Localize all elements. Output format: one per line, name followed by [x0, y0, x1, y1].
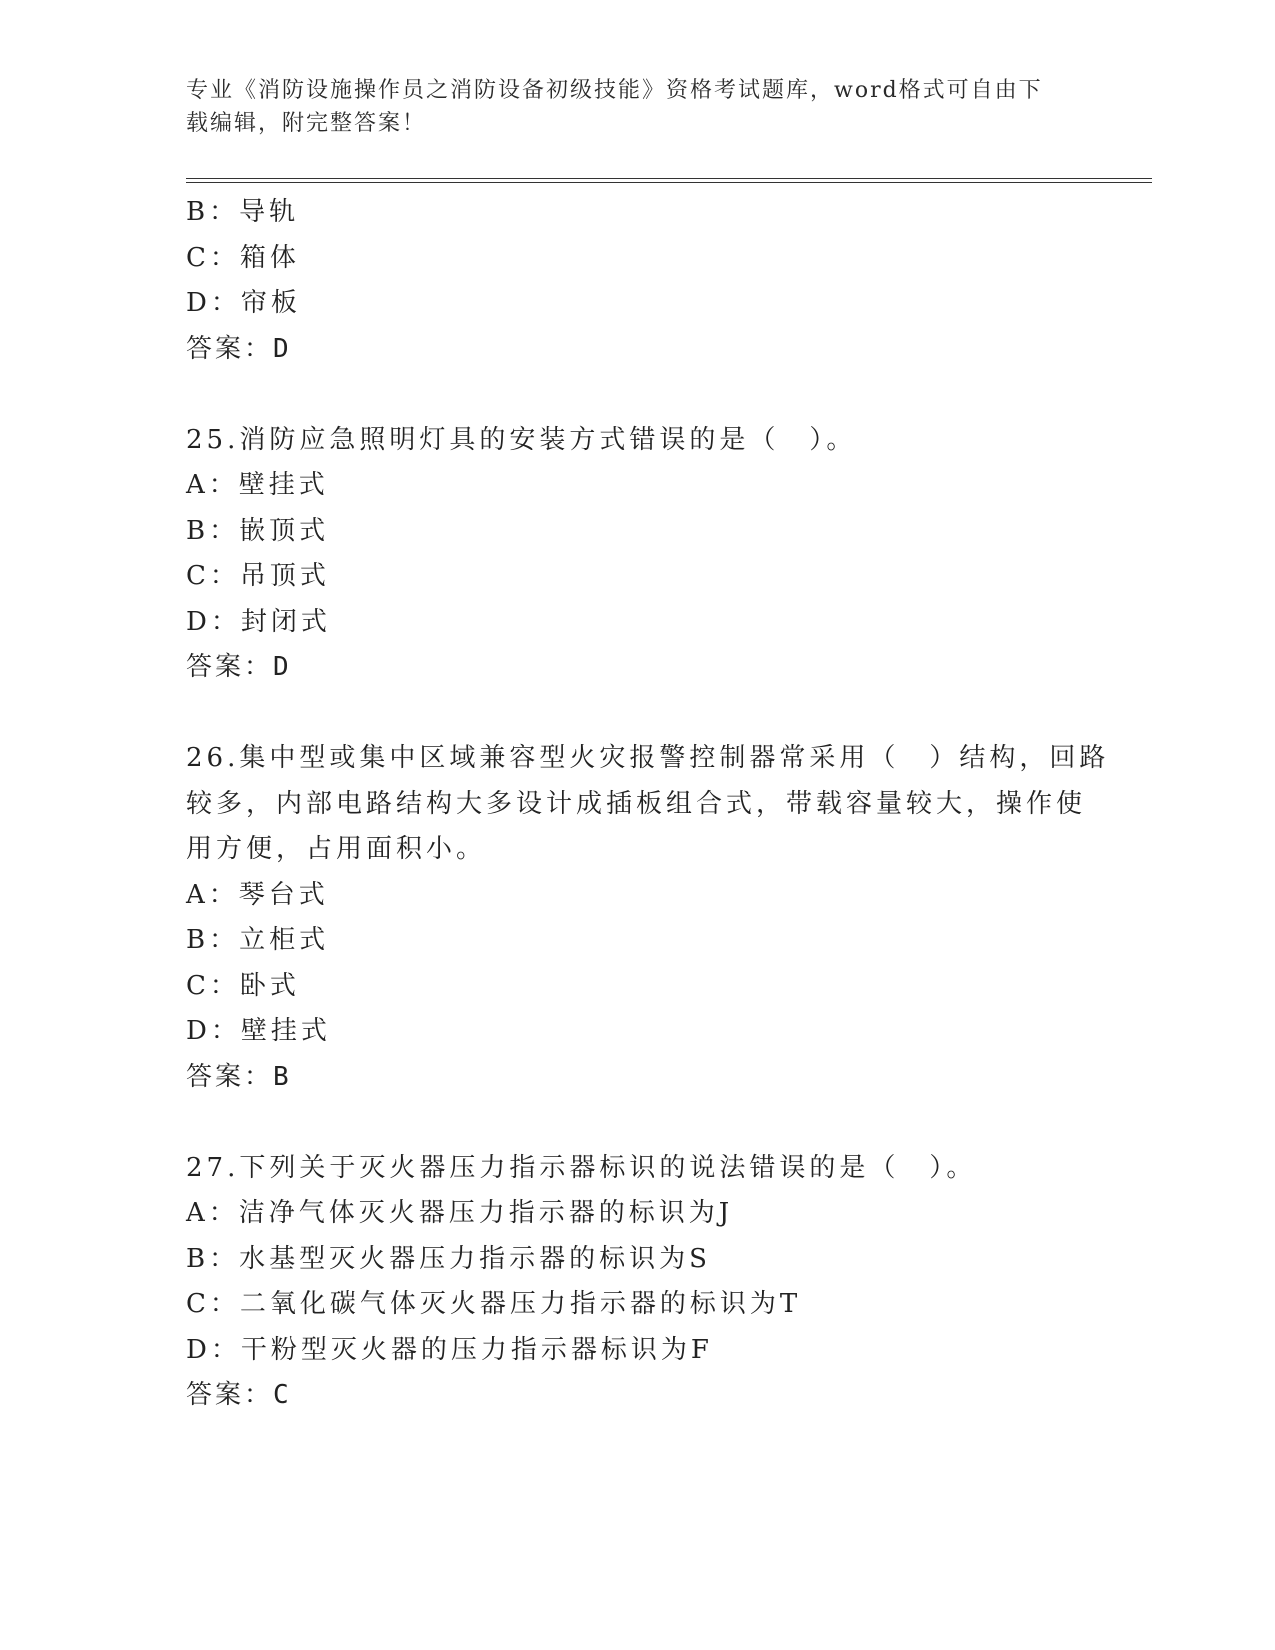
option-a: A：琴台式 — [186, 879, 329, 910]
answer-line — [186, 1055, 1086, 1101]
option-b: B：水基型灭火器压力指示器的标识为S — [186, 1243, 711, 1274]
question-block — [186, 1146, 1086, 1419]
answer-value: D — [273, 652, 292, 682]
option-a: A：洁净气体灭火器压力指示器的标识为J — [186, 1198, 734, 1228]
answer-label: 答案： — [186, 333, 274, 364]
option-a: A：壁挂式 — [186, 470, 329, 500]
answer-label: 答案： — [186, 1061, 274, 1092]
question-stem: 27.下列关于灭火器压力指示器标识的说法错误的是（ ）。 — [186, 1152, 977, 1183]
answer-value: C — [273, 1380, 292, 1410]
option-b: B：导轨 — [186, 197, 300, 227]
question-block — [186, 190, 1086, 372]
answer-line — [186, 327, 1086, 373]
option-c: C：二氧化碳气体灭火器压力指示器的标识为T — [186, 1289, 802, 1319]
question-block — [186, 736, 1110, 1100]
answer-value: D — [273, 333, 292, 364]
header-rule-top — [186, 178, 1152, 179]
option-b: B：嵌顶式 — [186, 515, 330, 546]
option-b: B：立柜式 — [186, 925, 330, 955]
question-spacer — [186, 1100, 1086, 1146]
option-d: D：封闭式 — [186, 606, 331, 637]
option-c: C：卧式 — [186, 970, 300, 1001]
option-d: D：帘板 — [186, 288, 301, 318]
question-spacer — [186, 372, 1086, 418]
answer-label: 答案： — [186, 1380, 274, 1410]
header-line-2: 载编辑，附完整答案！ — [186, 111, 427, 136]
header-rule-bottom — [186, 182, 1152, 183]
answer-label: 答案： — [186, 652, 274, 682]
option-c: C：箱体 — [186, 242, 300, 273]
option-d: D：壁挂式 — [186, 1016, 331, 1046]
question-stem: 较多，内部电路结构大多设计成插板组合式，带载容量较大，操作使 — [186, 788, 1087, 819]
question-list — [186, 190, 1110, 1419]
header-line-1: 专业《消防设施操作员之消防设备初级技能》资格考试题库，word格式可自由下 — [186, 78, 1043, 103]
question-block — [186, 418, 1086, 691]
answer-value: B — [273, 1061, 292, 1092]
question-stem: 用方便，占用面积小。 — [186, 834, 487, 864]
question-spacer — [186, 691, 1086, 737]
option-c: C：吊顶式 — [186, 561, 330, 591]
answer-line — [186, 1373, 1086, 1419]
option-d: D：干粉型灭火器的压力指示器标识为F — [186, 1334, 713, 1365]
document-header — [186, 74, 1086, 140]
answer-line — [186, 645, 1086, 691]
question-stem: 25.消防应急照明灯具的安装方式错误的是（ ）。 — [186, 424, 857, 455]
question-stem: 26.集中型或集中区域兼容型火灾报警控制器常采用（ ）结构，回路 — [186, 743, 1110, 773]
